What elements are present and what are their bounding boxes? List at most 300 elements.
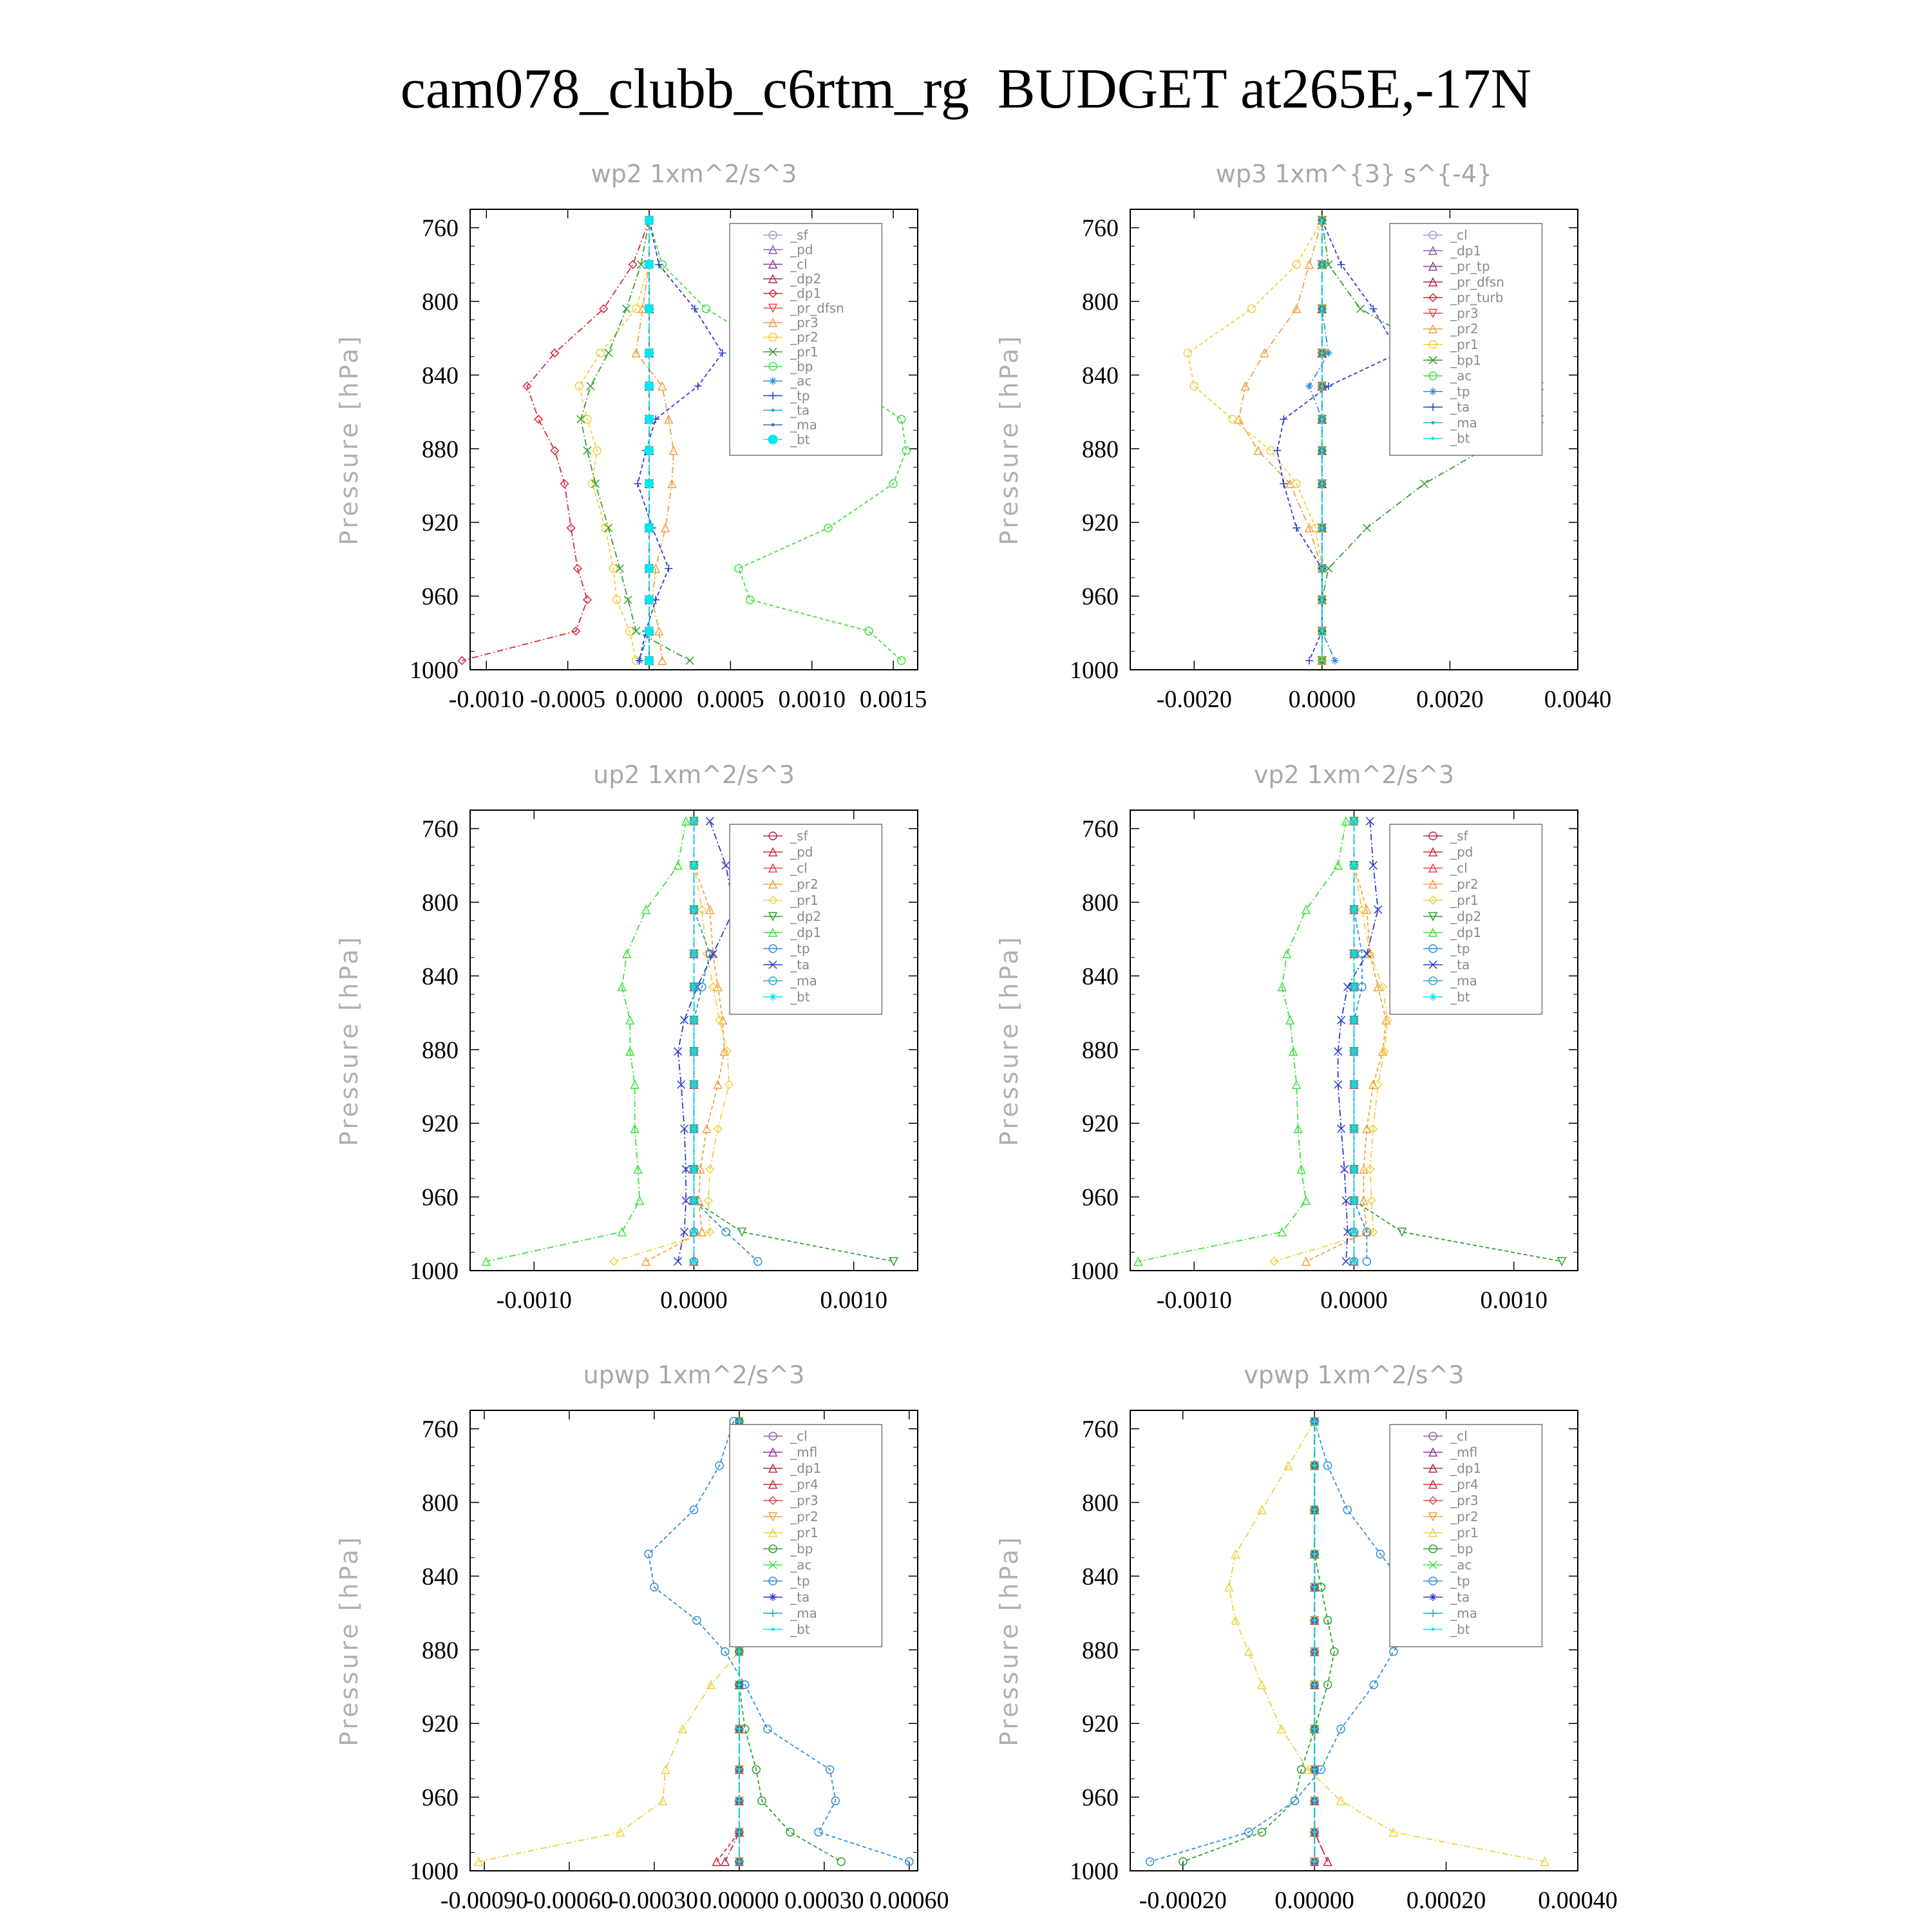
y-tick-label: 760: [422, 815, 459, 843]
data-point: [786, 1828, 794, 1836]
x-tick-label: 0.0020: [1416, 686, 1484, 713]
data-point: [645, 415, 654, 424]
series-ta: [1273, 216, 1403, 665]
data-point: [694, 383, 702, 390]
data-point: [1229, 415, 1236, 423]
series-pr2: [642, 817, 728, 1265]
data-point: [634, 480, 641, 488]
legend-label: _pr2: [1450, 321, 1479, 337]
y-axis-label: Pressure [hPa]: [995, 334, 1023, 545]
legend-label: _ta: [790, 1589, 810, 1605]
legend-label: _pr2: [790, 876, 819, 892]
y-tick-label: 840: [422, 362, 459, 390]
legend-label: _pr4: [790, 1477, 819, 1492]
y-tick-label: 960: [422, 1784, 459, 1812]
data-point: [1338, 261, 1345, 269]
data-point: [583, 596, 591, 603]
legend-label: _bt: [790, 989, 810, 1005]
legend-label: _ac: [790, 373, 812, 389]
legend-label: _bt: [1450, 430, 1470, 446]
series-bt: [645, 216, 654, 665]
data-point: [583, 447, 591, 455]
series-line: [1239, 220, 1322, 661]
data-point: [764, 1725, 772, 1733]
data-point: [1313, 1727, 1316, 1730]
series-line: [1314, 1421, 1327, 1862]
data-point: [645, 446, 654, 455]
y-tick-label: 920: [422, 509, 459, 537]
series-line: [478, 1421, 773, 1862]
x-tick-label: -0.00090: [440, 1887, 529, 1914]
data-point: [1313, 1619, 1316, 1622]
data-point: [645, 382, 654, 391]
data-point: [1305, 261, 1313, 269]
legend-marker: [1432, 421, 1435, 424]
panel-title: up2 1xm^2/s^3: [593, 761, 795, 789]
series-line: [636, 220, 674, 661]
chart-panel-5: [995, 1361, 1618, 1914]
series-line: [1306, 821, 1386, 1262]
panel-title: upwp 1xm^2/s^3: [583, 1361, 805, 1389]
legend-marker: [772, 1628, 775, 1631]
legend-label: _ma: [1450, 1605, 1477, 1621]
y-tick-label: 800: [1082, 1490, 1119, 1517]
y-tick-label: 920: [1082, 509, 1119, 537]
legend-marker: [772, 409, 775, 412]
legend-label: _ta: [790, 402, 810, 418]
legend-label: _pr1: [790, 893, 819, 908]
legend-label: _pr3: [1450, 1493, 1479, 1508]
data-point: [737, 1799, 741, 1803]
data-point: [1320, 352, 1323, 355]
data-point: [722, 862, 730, 869]
y-tick-label: 800: [422, 1490, 459, 1517]
legend-label: _pr1: [790, 344, 819, 360]
legend-label: _ta: [1450, 957, 1470, 972]
series-tp: [1146, 1417, 1417, 1866]
data-point: [737, 1420, 741, 1423]
y-tick-label: 960: [422, 583, 459, 611]
legend-label: _tp: [790, 388, 810, 404]
data-point: [1320, 418, 1323, 421]
legend: [730, 824, 882, 1014]
legend-label: _bt: [790, 431, 810, 448]
series-dp1: [482, 817, 690, 1265]
data-point: [662, 1766, 670, 1774]
data-point: [1313, 1799, 1316, 1803]
y-tick-label: 960: [1082, 1784, 1119, 1812]
data-point: [645, 216, 654, 225]
legend: [1390, 223, 1542, 455]
data-point: [1320, 659, 1323, 662]
data-point: [1313, 1420, 1316, 1423]
legend-label: _ma: [790, 1605, 817, 1621]
legend-marker: [1432, 437, 1435, 440]
legend-label: _pr2: [1450, 876, 1479, 892]
y-tick-label: 880: [422, 1636, 459, 1664]
series-ta: [1334, 817, 1382, 1265]
x-tick-label: -0.0010: [496, 1287, 572, 1314]
legend-label: _tp: [1450, 1573, 1470, 1589]
panel-title: wp3 1xm^{3} s^{-4}: [1215, 160, 1493, 188]
legend-label: _dp1: [1450, 243, 1482, 259]
y-tick-label: 880: [1082, 1036, 1119, 1064]
data-point: [1273, 447, 1281, 455]
data-point: [645, 260, 654, 269]
legend-label: _pr4: [1450, 1477, 1479, 1492]
data-point: [645, 479, 654, 488]
x-tick-label: 0.0010: [778, 686, 846, 713]
legend-label: _ma: [790, 973, 817, 989]
legend-label: _bt: [1450, 1622, 1470, 1637]
legend-label: _pd: [790, 242, 813, 258]
data-point: [737, 1727, 741, 1730]
data-point: [645, 304, 654, 313]
data-point: [575, 383, 583, 390]
x-tick-label: -0.00030: [610, 1887, 698, 1914]
y-tick-label: 920: [1082, 1710, 1119, 1738]
y-axis-label: Pressure [hPa]: [995, 1535, 1023, 1747]
data-point: [1313, 1586, 1316, 1589]
legend-label: _pr_tp: [1450, 258, 1490, 274]
data-point: [1313, 1650, 1316, 1653]
data-point: [746, 596, 754, 603]
legend-label: _pr1: [1450, 1525, 1479, 1540]
legend-label: _dp1: [790, 1461, 822, 1476]
y-tick-label: 760: [422, 214, 459, 242]
data-point: [1320, 307, 1323, 310]
legend-label: _dp1: [1450, 1461, 1482, 1476]
legend-label: _tp: [790, 941, 810, 956]
legend-label: _ac: [1450, 368, 1472, 384]
data-point: [1313, 1768, 1316, 1771]
data-point: [1305, 383, 1313, 390]
x-tick-label: 0.00040: [1538, 1887, 1618, 1914]
legend-label: _pr2: [790, 329, 819, 345]
data-point: [655, 261, 663, 269]
legend-label: _pr_turb: [1450, 290, 1504, 306]
panel-title: vp2 1xm^2/s^3: [1253, 761, 1455, 789]
y-tick-label: 920: [422, 1110, 459, 1138]
legend-label: _pr1: [790, 1525, 819, 1540]
legend-label: _bp: [790, 1541, 813, 1557]
legend-label: _dp2: [790, 909, 822, 924]
legend-marker: [1432, 1628, 1435, 1631]
y-tick-label: 880: [422, 1036, 459, 1064]
legend-label: _ta: [1450, 1589, 1470, 1605]
data-point: [1248, 305, 1256, 312]
x-tick-label: 0.0040: [1544, 686, 1612, 713]
y-tick-label: 760: [1082, 214, 1119, 242]
x-tick-label: 0.0015: [859, 686, 927, 713]
data-point: [1343, 1506, 1351, 1513]
data-point: [1320, 526, 1323, 529]
x-tick-label: -0.00020: [1139, 1887, 1227, 1914]
y-tick-label: 1000: [1070, 657, 1119, 684]
legend-marker: [772, 423, 775, 426]
data-point: [624, 596, 632, 603]
legend-label: _dp2: [790, 271, 822, 287]
legend-label: _ma: [790, 417, 817, 433]
y-axis-label: Pressure [hPa]: [995, 934, 1023, 1146]
legend-label: _pr3: [1450, 305, 1479, 321]
x-tick-label: -0.0010: [448, 686, 524, 713]
series-line: [614, 821, 729, 1262]
legend-label: _dp1: [1450, 925, 1482, 940]
legend-label: _cl: [1450, 1428, 1468, 1444]
data-point: [1313, 1860, 1316, 1863]
x-tick-label: 0.0000: [1320, 1287, 1388, 1314]
x-tick-label: 0.00020: [1406, 1887, 1486, 1914]
series-pr2: [1302, 817, 1390, 1265]
y-axis-label: Pressure [hPa]: [335, 1535, 363, 1747]
legend: [730, 1425, 882, 1647]
data-point: [735, 565, 743, 573]
data-point: [1313, 1508, 1316, 1511]
data-point: [737, 1830, 741, 1833]
legend-label: _ma: [1450, 973, 1477, 989]
series-line: [1150, 1421, 1414, 1862]
data-point: [1313, 1683, 1316, 1687]
y-axis-label: Pressure [hPa]: [335, 334, 363, 545]
y-tick-label: 1000: [1070, 1858, 1119, 1885]
x-tick-label: 0.0000: [615, 686, 683, 713]
y-tick-label: 1000: [1070, 1258, 1119, 1285]
series-pr1: [1270, 817, 1391, 1265]
legend-label: _ac: [1450, 1557, 1472, 1573]
x-tick-label: -0.0020: [1156, 686, 1232, 713]
series-pr3: [632, 216, 677, 665]
data-point: [1305, 657, 1313, 665]
data-point: [1284, 1462, 1292, 1470]
legend-label: _cl: [790, 256, 808, 272]
data-point: [535, 415, 542, 423]
data-point: [1374, 905, 1382, 913]
y-tick-label: 800: [422, 889, 459, 916]
x-tick-label: 0.0005: [697, 686, 764, 713]
data-point: [837, 1858, 845, 1866]
legend-label: _pr_dfsn: [1450, 274, 1504, 290]
series-line: [462, 220, 649, 661]
x-tick-label: 0.00030: [784, 1887, 864, 1914]
series-pr1: [610, 817, 733, 1265]
data-point: [596, 349, 604, 357]
y-tick-label: 1000: [410, 1858, 459, 1885]
legend-label: _pr2: [790, 1509, 819, 1524]
series-dp1: [1134, 817, 1350, 1265]
data-point: [1390, 1648, 1397, 1656]
legend-label: _pr2: [1450, 1509, 1479, 1524]
data-point: [1320, 263, 1323, 266]
series-line: [639, 220, 649, 661]
legend-label: _bt: [1450, 989, 1470, 1005]
y-tick-label: 960: [1082, 1184, 1119, 1211]
x-tick-label: -0.0005: [530, 686, 606, 713]
x-tick-label: 0.00060: [869, 1887, 949, 1914]
legend-label: _tp: [1450, 941, 1470, 956]
legend-label: _tp: [1450, 383, 1470, 399]
legend-label: _tp: [790, 1573, 810, 1589]
legend-label: _mfl: [790, 1444, 818, 1460]
legend-label: _bp: [1450, 1541, 1473, 1557]
y-tick-label: 960: [422, 1184, 459, 1211]
data-point: [706, 817, 714, 825]
legend-label: _pd: [1450, 844, 1473, 860]
legend-label: _ma: [1450, 415, 1477, 431]
legend-label: _cl: [1450, 860, 1468, 876]
series-line: [1277, 220, 1399, 661]
series-line: [579, 220, 649, 661]
chart-panel-4: [335, 1361, 949, 1914]
series-line: [638, 220, 722, 661]
legend-label: _pd: [790, 844, 813, 860]
x-tick-label: 0.0010: [1480, 1287, 1548, 1314]
legend-label: _sf: [1450, 828, 1468, 844]
legend-label: _ta: [790, 957, 810, 972]
series-line: [646, 821, 724, 1262]
legend-label: _bp: [790, 359, 813, 374]
x-tick-label: 0.0000: [660, 1287, 728, 1314]
data-point: [1293, 261, 1300, 269]
data-point: [645, 595, 654, 604]
data-point: [629, 261, 637, 269]
data-point: [1369, 305, 1377, 312]
series-line: [1314, 1421, 1327, 1862]
data-point: [605, 349, 612, 357]
data-point: [737, 1650, 741, 1653]
series-pr1: [577, 216, 694, 665]
y-tick-label: 840: [1082, 963, 1119, 990]
data-point: [1320, 219, 1323, 222]
legend-label: _pr3: [790, 315, 819, 330]
data-point: [1258, 1506, 1265, 1513]
series-line: [1138, 821, 1346, 1262]
legend-label: _cl: [790, 1428, 808, 1444]
chart-panel-0: [335, 160, 927, 713]
legend-label: _pr1: [1450, 893, 1479, 908]
series-dp1: [458, 216, 653, 665]
legend-label: _dp1: [790, 925, 822, 940]
series-pr1: [1184, 216, 1326, 665]
legend: [1390, 824, 1542, 1014]
y-tick-label: 800: [1082, 889, 1119, 916]
data-point: [686, 657, 694, 665]
data-point: [1320, 598, 1323, 601]
data-point: [623, 305, 630, 312]
data-point: [645, 524, 654, 533]
y-tick-label: 920: [1082, 1110, 1119, 1138]
panel-title: vpwp 1xm^2/s^3: [1244, 1361, 1464, 1389]
data-point: [815, 1828, 822, 1836]
x-tick-label: 0.00000: [699, 1887, 779, 1914]
data-point: [1320, 384, 1323, 388]
legend-label: _cl: [1450, 227, 1468, 243]
y-axis-label: Pressure [hPa]: [335, 934, 363, 1146]
data-point: [645, 348, 654, 357]
data-point: [1320, 567, 1323, 570]
x-tick-label: 0.0010: [820, 1287, 887, 1314]
y-tick-label: 760: [1082, 815, 1119, 843]
legend-marker: [768, 435, 777, 444]
y-tick-label: 840: [422, 1563, 459, 1591]
y-tick-label: 760: [422, 1416, 459, 1443]
data-point: [702, 305, 710, 312]
series-pr2: [1235, 216, 1326, 665]
data-point: [737, 1768, 741, 1771]
data-point: [587, 383, 594, 390]
data-point: [737, 1683, 741, 1687]
data-point: [1245, 1648, 1253, 1656]
legend-label: _bp1: [1450, 352, 1482, 368]
panel-title: wp2 1xm^2/s^3: [591, 160, 797, 188]
legend-label: _ac: [790, 1557, 812, 1573]
data-point: [645, 656, 654, 665]
data-point: [1363, 524, 1370, 532]
data-point: [737, 1860, 741, 1863]
x-tick-label: 0.0000: [1288, 686, 1356, 713]
page-title: cam078_clubb_c6rtm_rg BUDGET at265E,-17N: [400, 58, 1532, 120]
x-tick-label: -0.0010: [1156, 1287, 1232, 1314]
y-tick-label: 880: [1082, 435, 1119, 463]
data-point: [665, 565, 672, 573]
data-point: [1356, 305, 1364, 312]
chart-panel-2: [335, 761, 918, 1314]
data-point: [1313, 1830, 1316, 1833]
data-point: [865, 627, 873, 635]
x-tick-label: 0.00000: [1274, 1887, 1354, 1914]
x-tick-label: -0.00060: [525, 1887, 614, 1914]
data-point: [1370, 1681, 1378, 1689]
data-point: [1293, 524, 1300, 532]
data-point: [1320, 449, 1323, 452]
series-line: [1274, 821, 1387, 1262]
data-point: [645, 627, 654, 636]
chart-panel-1: [995, 160, 1611, 713]
data-point: [1313, 1464, 1316, 1467]
series-ta: [674, 817, 738, 1265]
legend-label: _dp2: [1450, 909, 1482, 924]
y-tick-label: 800: [1082, 289, 1119, 316]
data-point: [1320, 629, 1323, 632]
data-point: [636, 657, 643, 665]
legend-label: _pr1: [1450, 337, 1479, 352]
data-point: [898, 657, 905, 665]
series-line: [486, 821, 686, 1262]
series-line: [1183, 1421, 1334, 1862]
y-tick-label: 920: [422, 1710, 459, 1738]
legend-label: _sf: [790, 227, 808, 243]
legend-label: _pr3: [790, 1493, 819, 1508]
y-tick-label: 960: [1082, 583, 1119, 611]
legend-label: _mfl: [1450, 1444, 1478, 1460]
chart-panel-3: [995, 761, 1578, 1314]
y-tick-label: 840: [1082, 362, 1119, 390]
data-point: [1320, 482, 1323, 486]
y-tick-label: 840: [1082, 1563, 1119, 1591]
y-tick-label: 1000: [410, 1258, 459, 1285]
data-point: [1313, 1553, 1316, 1556]
series-line: [1188, 220, 1322, 661]
y-tick-label: 800: [422, 289, 459, 316]
legend-label: _cl: [790, 860, 808, 876]
y-tick-label: 840: [422, 963, 459, 990]
legend-label: _pr_dfsn: [790, 300, 844, 316]
legend-label: _bt: [790, 1622, 810, 1637]
legend-label: _dp1: [790, 285, 822, 301]
y-tick-label: 880: [1082, 1636, 1119, 1664]
legend: [1390, 1425, 1542, 1647]
data-point: [1421, 480, 1428, 488]
